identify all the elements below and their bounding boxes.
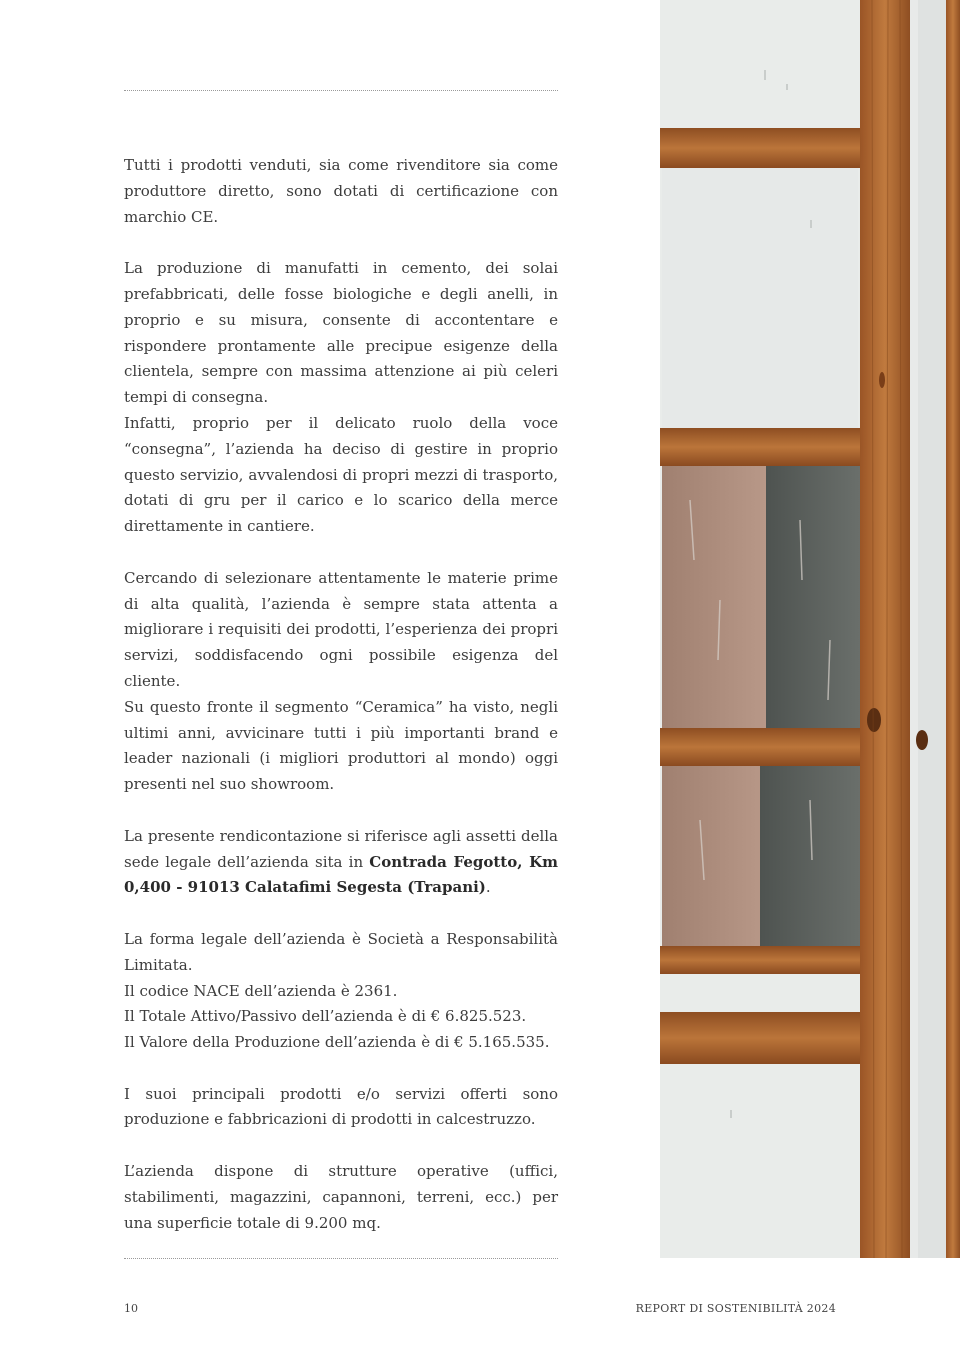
paragraph-products: I suoi principali prodotti e/o servizi offerti sono produzione e fabbricazioni di prodotti in calcestruzzo.: [124, 1084, 558, 1129]
location-suffix: .: [485, 878, 491, 897]
top-divider: [124, 90, 558, 91]
paragraph-total-assets: Il Totale Attivo/Passivo dell’azienda è di € 6.825.523.: [124, 1007, 527, 1026]
paragraph-production: La produzione di manufatti in cemento, dei solai prefabbricati, delle fosse biologiche e degli anelli, in proprio e su misura, consente di accontentare e rispondere prontamente alle precipue esigenze della clientela, sempre con massima attenzione ai più celeri tempi di consegna.: [124, 259, 558, 407]
window-rail: [660, 128, 860, 168]
paragraph-nace-code: Il codice NACE dell’azienda è 2361.: [124, 981, 398, 1000]
window-illustration: [660, 0, 960, 1258]
location-address: Contrada Fegotto, Km 0,400 - 91013 Calatafimi Segesta (Trapani): [124, 852, 558, 897]
paragraph-facilities: L’azienda dispone di strutture operative (uffici, stabilimenti, magazzini, capannoni, terreni, ecc.) per una superficie totale di 9.200 mq.: [124, 1162, 558, 1232]
paragraph-materials: Cercando di selezionare attentamente le materie prime di alta qualità, l’azienda è sempre stata attenta a migliorare i requisiti dei prodotti, l’esperienza dei propri servizi, soddisfacendo ogni possibile esigenza del cliente.: [124, 568, 558, 690]
report-title: REPORT DI SOSTENIBILITÀ 2024: [635, 1302, 836, 1315]
body-text: [124, 153, 558, 1236]
paragraph-location: [124, 824, 558, 901]
location-prefix: La presente rendicontazione si riferisce agli assetti della sede legale dell’azienda sita in: [124, 826, 558, 871]
paragraph-certification: Tutti i prodotti venduti, sia come rivenditore sia come produttore diretto, sono dotati di certificazione con marchio CE.: [124, 156, 558, 226]
window-stile: [860, 0, 910, 1258]
paragraph-delivery: Infatti, proprio per il delicato ruolo della voce “consegna”, l’azienda ha deciso di gestire in proprio questo servizio, avvalendosi di propri mezzi di trasporto, dotati di gru per il carico e lo scarico della merce direttamente in cantiere.: [124, 413, 558, 536]
shutter-left-panel: [662, 466, 766, 728]
paragraph-ceramica: Su questo fronte il segmento “Ceramica” ha visto, negli ultimi anni, avvicinare tutti i più importanti brand e leader nazionali (i migliori produttori al mondo) oggi presenti nel suo showroom.: [124, 697, 558, 794]
paragraph-production-value: Il Valore della Produzione dell’azienda è di € 5.165.535.: [124, 1033, 550, 1052]
shutter-right-panel: [766, 466, 860, 728]
page-number: 10: [124, 1302, 138, 1315]
bottom-divider: [124, 1258, 558, 1259]
window-photo: [660, 0, 960, 1258]
paragraph-legal-form: La forma legale dell’azienda è Società a Responsabilità Limitata.: [124, 929, 558, 974]
